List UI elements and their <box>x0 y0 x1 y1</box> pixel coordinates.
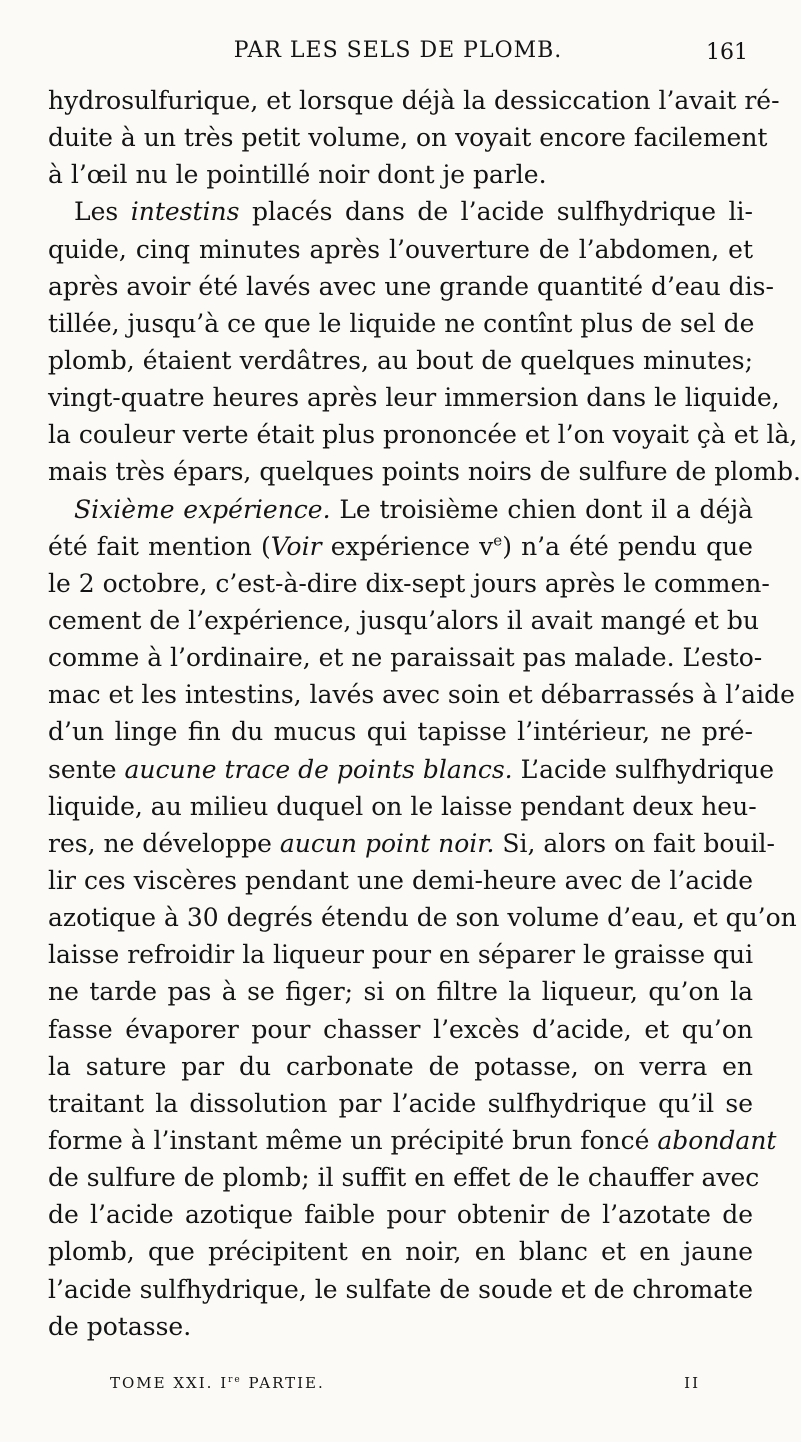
text-line <box>48 1233 753 1270</box>
page-footer <box>110 1374 700 1404</box>
text-line <box>48 676 795 713</box>
italic-text: Voir <box>270 531 322 561</box>
text-line <box>48 1196 753 1233</box>
text-line <box>48 193 753 230</box>
signature-suffix: PARTIE. <box>241 1374 325 1392</box>
text-run: expérience v <box>321 531 494 561</box>
italic-text: aucun point noir. <box>279 828 495 858</box>
signature-number: II <box>684 1374 700 1392</box>
text-run: plomb, étaient verdâtres, au bout de quelques minutes; <box>48 345 753 375</box>
text-run: L’acide sulfhydrique <box>512 754 775 784</box>
text-run: après avoir été lavés avec une grande quantité d’eau dis- <box>48 271 774 301</box>
text-run: de sulfure de plomb; il suffit en effet de le chauffer avec <box>48 1163 760 1193</box>
text-line <box>48 1048 753 1085</box>
text-line <box>48 1011 753 1048</box>
text-run: ) n’a été pendu que <box>502 531 753 561</box>
text-line <box>48 899 797 936</box>
text-run: d’un linge fin du mucus qui tapisse l’intérieur, ne pré- <box>48 717 753 747</box>
text-line <box>48 342 753 379</box>
text-line <box>48 973 753 1010</box>
text-run: placés dans de l’acide sulfhydrique li- <box>239 197 753 227</box>
text-line <box>48 751 775 788</box>
text-line <box>48 379 780 416</box>
text-line <box>48 1159 760 1196</box>
text-run: à l’œil nu le pointillé noir dont je parle. <box>48 160 547 190</box>
text-run: ne tarde pas à se figer; si on filtre la liqueur, qu’on la <box>48 977 753 1007</box>
text-run: mais très épars, quelques points noirs de sulfure de plomb. <box>48 457 801 487</box>
text-line <box>48 565 770 602</box>
text-run: la sature par du carbonate de potasse, on verra en <box>48 1051 753 1081</box>
text-line <box>48 788 757 825</box>
text-line <box>48 936 753 973</box>
text-run: cement de l’expérience, jusqu’alors il avait mangé et bu <box>48 605 759 635</box>
body-text <box>48 82 801 1345</box>
text-line <box>48 119 768 156</box>
italic-text: intestins <box>130 197 240 227</box>
text-line <box>48 1085 753 1122</box>
italic-text: Sixième expérience. <box>74 494 331 524</box>
text-line <box>48 639 763 676</box>
text-line <box>48 1308 753 1345</box>
signature-mark <box>110 1374 325 1392</box>
text-run: Les <box>74 197 131 227</box>
text-line <box>48 602 759 639</box>
text-run: liquide, au milieu duquel on le laisse pendant deux heu- <box>48 791 757 821</box>
italic-text: aucune trace de points blancs. <box>124 754 513 784</box>
text-line <box>48 528 753 565</box>
page-number: 161 <box>706 40 748 65</box>
text-run: la couleur verte était plus prononcée et l’on voyait çà et là, <box>48 420 798 450</box>
text-run: comme à l’ordinaire, et ne paraissait pas malade. L’esto- <box>48 643 763 673</box>
text-run: duite à un très petit volume, on voyait encore facilement <box>48 123 768 153</box>
text-run: fasse évaporer pour chasser l’excès d’acide, et qu’on <box>48 1014 753 1044</box>
text-line <box>48 305 753 342</box>
text-line <box>48 416 798 453</box>
text-line <box>48 1271 753 1308</box>
page-header <box>48 38 748 78</box>
text-run: mac et les intestins, lavés avec soin et débarrassés à l’aide <box>48 680 795 710</box>
text-run: res, ne développe <box>48 828 280 858</box>
text-run: le 2 octobre, c’est-à-dire dix-sept jours après le commen- <box>48 568 770 598</box>
text-run: quide, cinq minutes après l’ouverture de l’abdomen, et <box>48 234 753 264</box>
text-line <box>48 268 774 305</box>
signature-sup: re <box>228 1375 242 1385</box>
text-line <box>48 453 801 490</box>
text-line <box>48 491 753 528</box>
text-line <box>48 1122 777 1159</box>
text-run: traitant la dissolution par l’acide sulfhydrique qu’il se <box>48 1088 753 1118</box>
text-run: vingt-quatre heures après leur immersion dans le liquide, <box>48 383 780 413</box>
text-line <box>48 82 780 119</box>
text-run: azotique à 30 degrés étendu de son volume d’eau, et qu’on <box>48 903 797 933</box>
running-title: PAR LES SELS DE PLOMB. <box>233 38 563 63</box>
text-run: plomb, que précipitent en noir, en blanc et en jaune <box>48 1237 753 1267</box>
text-run: été fait mention ( <box>48 531 271 561</box>
text-run: lir ces viscères pendant une demi-heure avec de l’acide <box>48 865 753 895</box>
text-run: l’acide sulfhydrique, le sulfate de soude et de chromate <box>48 1274 753 1304</box>
text-run: tillée, jusqu’à ce que le liquide ne contînt plus de sel de <box>48 308 755 338</box>
text-line <box>48 862 753 899</box>
text-run: sente <box>48 754 125 784</box>
text-run: de potasse. <box>48 1311 192 1341</box>
text-run: Si, alors on fait bouil- <box>494 828 775 858</box>
text-line <box>48 825 775 862</box>
signature-prefix: TOME XXI. I <box>110 1374 229 1392</box>
text-run: Le troisième chien dont il a déjà <box>330 494 753 524</box>
italic-text: abondant <box>657 1125 777 1155</box>
superscript-text: e <box>493 531 503 550</box>
text-line <box>48 713 753 750</box>
text-run: laisse refroidir la liqueur pour en séparer le graisse qui <box>48 940 754 970</box>
text-line <box>48 231 753 268</box>
text-line <box>48 156 753 193</box>
text-run: forme à l’instant même un précipité brun foncé <box>48 1125 658 1155</box>
text-run: de l’acide azotique faible pour obtenir de l’azotate de <box>48 1200 753 1230</box>
text-run: hydrosulfurique, et lorsque déjà la dessiccation l’avait ré- <box>48 86 780 115</box>
